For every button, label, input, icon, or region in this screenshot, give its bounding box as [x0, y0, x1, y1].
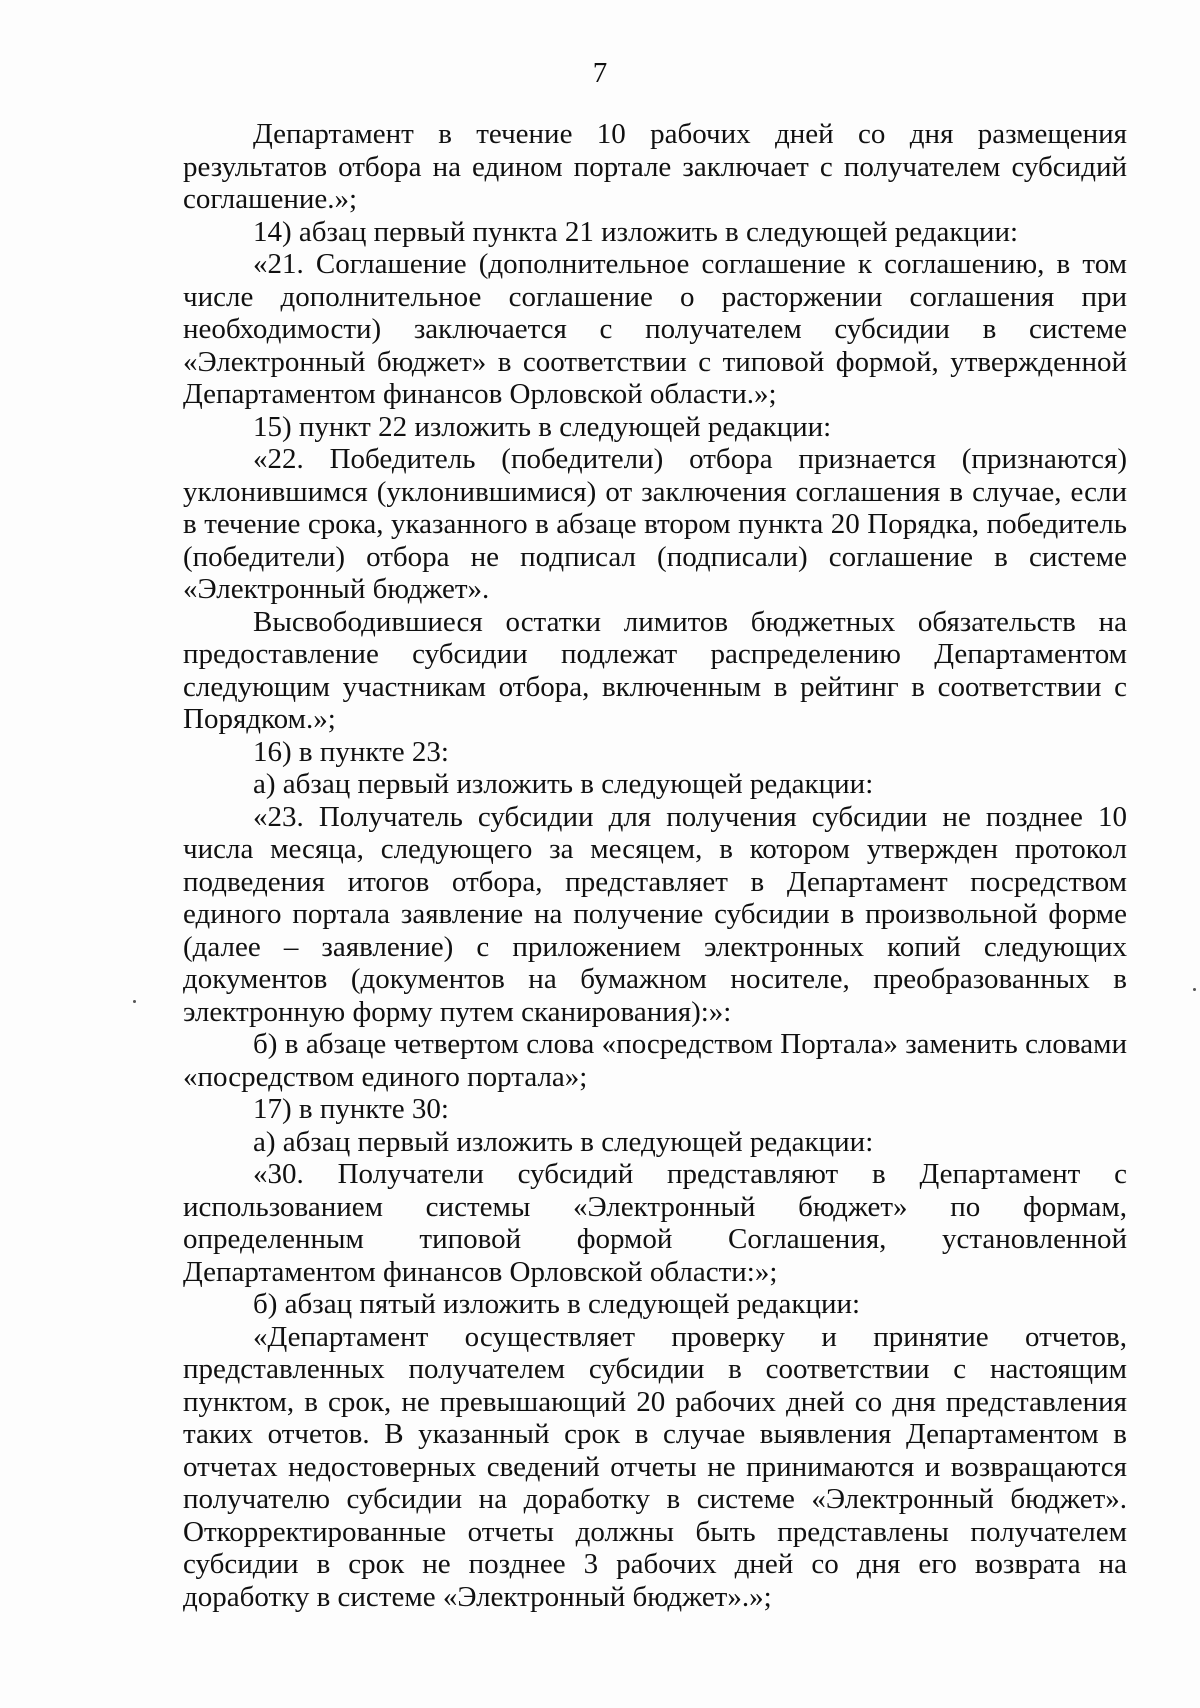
- scan-speck: [1193, 988, 1196, 991]
- document-body: [183, 118, 1127, 1613]
- paragraph-item-14: 14) абзац первый пункта 21 изложить в следующей редакции:: [253, 215, 1019, 248]
- paragraph-clause-23: «23. Получатель субсидии для получения субсидии не позднее 10 числа месяца, следующего за месяцем, в котором утвержден протокол подведения итогов отбора, представляет в Департамент посредством единого портала заявление на получение субсидии в произвольной форме (далее – заявление) с приложением электронных копий следующих документов (документов на бумажном носителе, преобразованных в электронную форму путем сканирования):»:: [183, 800, 1127, 1028]
- paragraph-item-16-b: б) в абзаце четвертом слова «посредством Портала» заменить словами «посредством единого портала»;: [183, 1028, 1127, 1093]
- paragraph-item-17-a: а) абзац первый изложить в следующей редакции:: [253, 1125, 874, 1158]
- page-number: 7: [592, 57, 608, 89]
- paragraph-item-15: 15) пункт 22 изложить в следующей редакции:: [253, 410, 832, 443]
- paragraph-item-17: 17) в пункте 30:: [253, 1093, 449, 1125]
- paragraph-department-agreement: Департамент в течение 10 рабочих дней со дня размещения результатов отбора на едином портале заключает с получателем субсидий соглашение.»;: [183, 118, 1127, 215]
- paragraph-item-16-a: а) абзац первый изложить в следующей редакции:: [253, 768, 874, 800]
- paragraph-report-review: «Департамент осуществляет проверку и принятие отчетов, представленных получателем субсидии в соответствии с настоящим пунктом, в срок, не превышающий 20 рабочих дней со дня представления таких отчетов. В указанный срок в случае выявления Департаментом в отчетах недостоверных сведений отчеты не принимаются и возвращаются получателю субсидии на доработку в системе «Электронный бюджет». Откорректированные отчеты должны быть представлены получателем субсидии в срок не позднее 3 рабочих дней со дня его возврата на доработку в системе «Электронный бюджет».»;: [183, 1320, 1127, 1613]
- paragraph-item-16: 16) в пункте 23:: [253, 735, 449, 768]
- paragraph-released-limits: Высвободившиеся остатки лимитов бюджетных обязательств на предоставление субсидии подлежат распределению Департаментом следующим участникам отбора, включенным в рейтинг в соответствии с Порядком.»;: [183, 605, 1127, 735]
- paragraph-clause-21: «21. Соглашение (дополнительное соглашение к соглашению, в том числе дополнительное соглашение о расторжении соглашения при необходимости) заключается с получателем субсидии в системе «Электронный бюджет» в соответствии с типовой формой, утвержденной Департаментом финансов Орловской области.»;: [183, 248, 1127, 410]
- paragraph-clause-30: «30. Получатели субсидий представляют в Департамент с использованием системы «Электронный бюджет» по формам, определенным типовой формой Соглашения, установленной Департаментом финансов Орловской области:»;: [183, 1158, 1127, 1288]
- paragraph-clause-22: «22. Победитель (победители) отбора признается (признаются) уклонившимся (уклонившимися) от заключения соглашения в случае, если в течение срока, указанного в абзаце втором пункта 20 Порядка, победитель (победители) отбора не подписал (подписали) соглашение в системе «Электронный бюджет».: [183, 443, 1127, 605]
- paragraph-item-17-b: б) абзац пятый изложить в следующей редакции:: [253, 1288, 861, 1320]
- scan-speck: [133, 1000, 136, 1003]
